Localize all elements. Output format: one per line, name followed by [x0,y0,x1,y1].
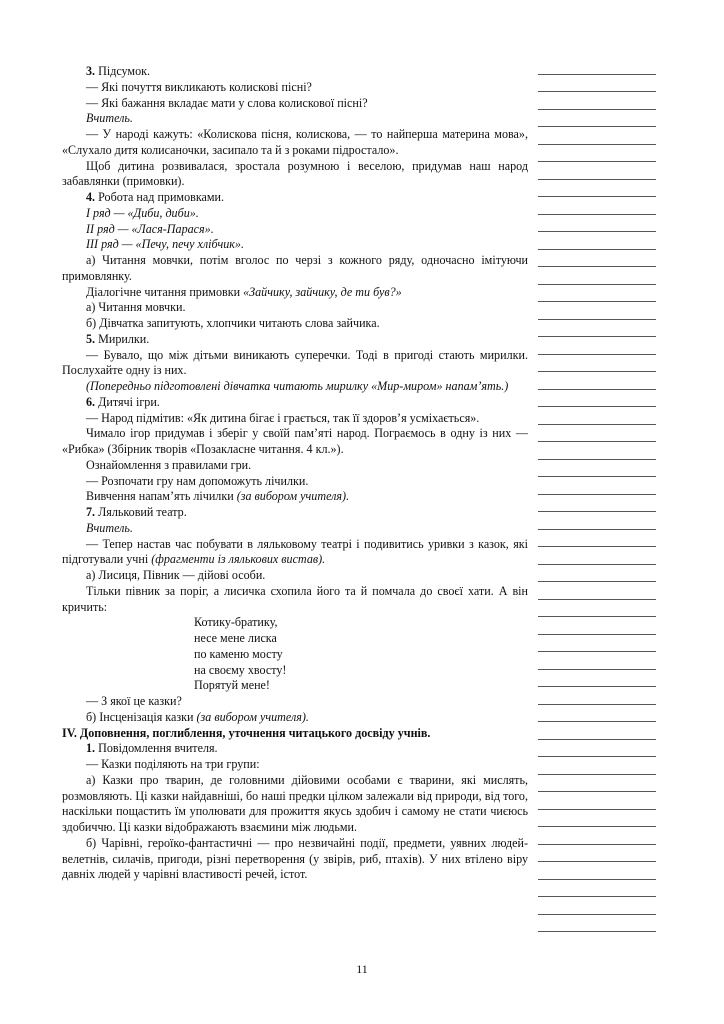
paragraph [62,159,528,191]
text-run: Щоб дитина розвивалася, зростала розумною і веселою, придумав наш народ забавлянки (примовки). [62,158,528,189]
text-run: Повідомлення вчителя. [98,741,218,756]
text-run: Мирилки. [98,331,150,346]
text-run: б) Інсценізація казки [86,709,197,724]
paragraph [62,316,528,332]
note-line [538,197,656,215]
note-line [538,652,656,670]
text-run: б) Дівчатка запитують, хлопчики читають слова зайчика. [86,316,380,330]
note-line [538,442,656,460]
note-line [538,845,656,863]
note-line [538,722,656,740]
note-line [538,897,656,915]
note-line [538,355,656,373]
note-line [538,390,656,408]
italic-text: Вчитель. [86,111,133,126]
text-run: б) Чарівні, героїко-фантастичні — про незвичайні події, предмети, уявних людей-велетнів, силачів, пригоди, різні перетворення (у звірів, риб, птахів). У них втілено віру давніх людей у чарівні властивості речей, істот. [62,835,528,882]
text-run: Ляльковий театр. [98,505,187,519]
item-number: 6. [86,394,99,409]
item-number: 7. [86,505,99,519]
item-number: IV. Доповнення, поглиблення, уточнення читацького досвіду учнів. [62,725,431,740]
note-line [538,250,656,268]
note-line [538,302,656,320]
paragraph [62,584,528,616]
note-line [538,530,656,548]
page-number: 11 [356,962,368,976]
paragraph [62,411,528,427]
paragraph [62,379,528,395]
text-run: Діалогічне читання примовки [86,284,244,299]
text-run: а) Читання мовчки, потім вголос по черзі з кожного ряду, одночасно імітуючи примовлянку. [62,253,528,283]
paragraph [62,80,528,96]
note-line [538,810,656,828]
note-line [538,180,656,198]
note-line [538,880,656,898]
paragraph [62,253,528,285]
paragraph [62,127,528,159]
item-number: 1. [86,741,99,756]
note-line [538,92,656,110]
paragraph [62,426,528,458]
italic-text: I ряд — «Диби, диби». [86,205,199,220]
text-run: — Тепер настав час побувати в ляльковому театрі і подивитись уривки з казок, які підготували учні [62,536,528,567]
paragraph [62,111,528,127]
note-line [538,740,656,758]
italic-text: III ряд — «Печу, печу хлібчик». [86,237,244,252]
note-line [538,232,656,250]
text-run: — Казки поділяють на три групи: [86,757,260,771]
note-line [538,127,656,145]
note-line [538,460,656,478]
text-run: — З якої це казки? [86,694,182,708]
paragraph [62,489,528,505]
text-run: — Бувало, що між дітьми виникають суперечки. Тоді в пригоді стають мирилки. Послухайте одну із них. [62,347,528,378]
note-line [538,320,656,338]
note-line [538,670,656,688]
paragraph [62,300,528,316]
paragraph [62,836,528,883]
note-line [538,425,656,443]
note-line [538,757,656,775]
poem-line: Порятуй мене! [194,678,270,693]
main-text-column [62,64,528,883]
item-number: 5. [86,331,99,346]
paragraph [62,348,528,380]
paragraph [62,710,528,726]
text-run: Тільки півник за поріг, а лисичка схопила його та й помчала до своєї хати. А він кричить: [62,583,528,614]
paragraph [62,64,528,80]
italic-text: (Попередньо підготовлені дівчатка читають мирилку «Мир-миром» напам’ять.) [86,379,509,393]
paragraph [62,505,528,521]
text-run: Ознайомлення з правилами гри. [86,457,252,472]
text-run: — У народі кажуть: «Колискова пісня, колискова, — то найперша материна мова», «Слухало дитя колисаночки, засипало та й з роками підростало». [62,127,528,157]
text-run: а) Казки про тварин, де головними дійовими особами є тварини, які мислять, розмовляють. Ці казки найдавніші, бо наші предки цілком залежали від природи, від того, наскільки пощастить їм уполювати для прожиття якусь здобич і самому не стати чиєюсь здобиччю. Ці казки відображають взаємини між людьми. [62,772,528,834]
paragraph [62,206,528,222]
note-line [538,75,656,93]
paragraph [62,741,528,757]
paragraph [62,521,528,537]
poem-line: несе мене лиска [194,631,277,645]
note-line [538,372,656,390]
text-run: а) Читання мовчки. [86,300,186,315]
italic-text: (фрагменти із лялькових вистав). [151,552,326,567]
note-line [538,635,656,653]
paragraph [62,285,528,301]
note-line [538,705,656,723]
paragraph [62,222,528,238]
paragraph [62,694,528,710]
note-line [538,547,656,565]
text-run: — Розпочати гру нам допоможуть лічилки. [86,473,309,488]
note-line [538,267,656,285]
poem-line: Котику-братику, [194,615,278,630]
text-run: — Які бажання вкладає мати у слова колискової пісні? [86,95,368,110]
note-line [538,565,656,583]
text-run: Робота над примовками. [98,190,225,204]
note-line [538,512,656,530]
text-run: Вивчення напам’ять лічилки [86,489,237,504]
section-heading [62,726,528,742]
item-number: 3. [86,64,99,78]
paragraph [62,568,528,584]
note-line [538,215,656,233]
note-line [538,915,656,933]
note-line [538,337,656,355]
paragraph [62,237,528,253]
paragraph [62,332,528,348]
paragraph [62,757,528,773]
text-run: Підсумок. [98,64,151,78]
paragraph [62,537,528,569]
paragraph [62,773,528,836]
paragraph [62,458,528,474]
note-line [538,162,656,180]
text-run: — Які почуття викликають колискові пісні? [86,79,312,94]
note-line [538,582,656,600]
note-line [538,285,656,303]
note-line [538,687,656,705]
note-line [538,775,656,793]
note-line [538,477,656,495]
text-run: Дитячі ігри. [98,394,160,409]
paragraph [62,96,528,112]
note-line [538,862,656,880]
note-line [538,110,656,128]
note-line [538,495,656,513]
paragraph [62,474,528,490]
note-line [538,617,656,635]
paragraph [62,190,528,206]
text-run: — Народ підмітив: «Як дитина бігає і грається, так її здоров’я усміхається». [86,410,480,425]
note-line [538,792,656,810]
italic-text: (за вибором учителя). [236,489,350,504]
note-line [538,600,656,618]
paragraph [62,395,528,411]
note-line [538,57,656,75]
text-run: Чимало ігор придумав і зберіг у своїй пам’яті народ. Пограємось в одну із них — «Рибка» (Збірник творів «Позакласне читання. 4 кл.»). [62,426,528,456]
poem [194,615,528,694]
italic-text: (за вибором учителя). [196,709,309,724]
text-run: а) Лисиця, Півник — дійові особи. [86,568,266,582]
italic-text: II ряд — «Лася-Парася». [86,221,214,236]
poem-line: по каменю мосту [194,646,283,661]
italic-text: Вчитель. [86,520,133,535]
note-line [538,407,656,425]
italic-text: «Зайчику, зайчику, де ти був?» [243,284,402,299]
poem-line: на своєму хвосту! [194,662,287,677]
note-line [538,145,656,163]
item-number: 4. [86,190,99,204]
note-line [538,827,656,845]
notes-margin-lines [538,57,656,932]
